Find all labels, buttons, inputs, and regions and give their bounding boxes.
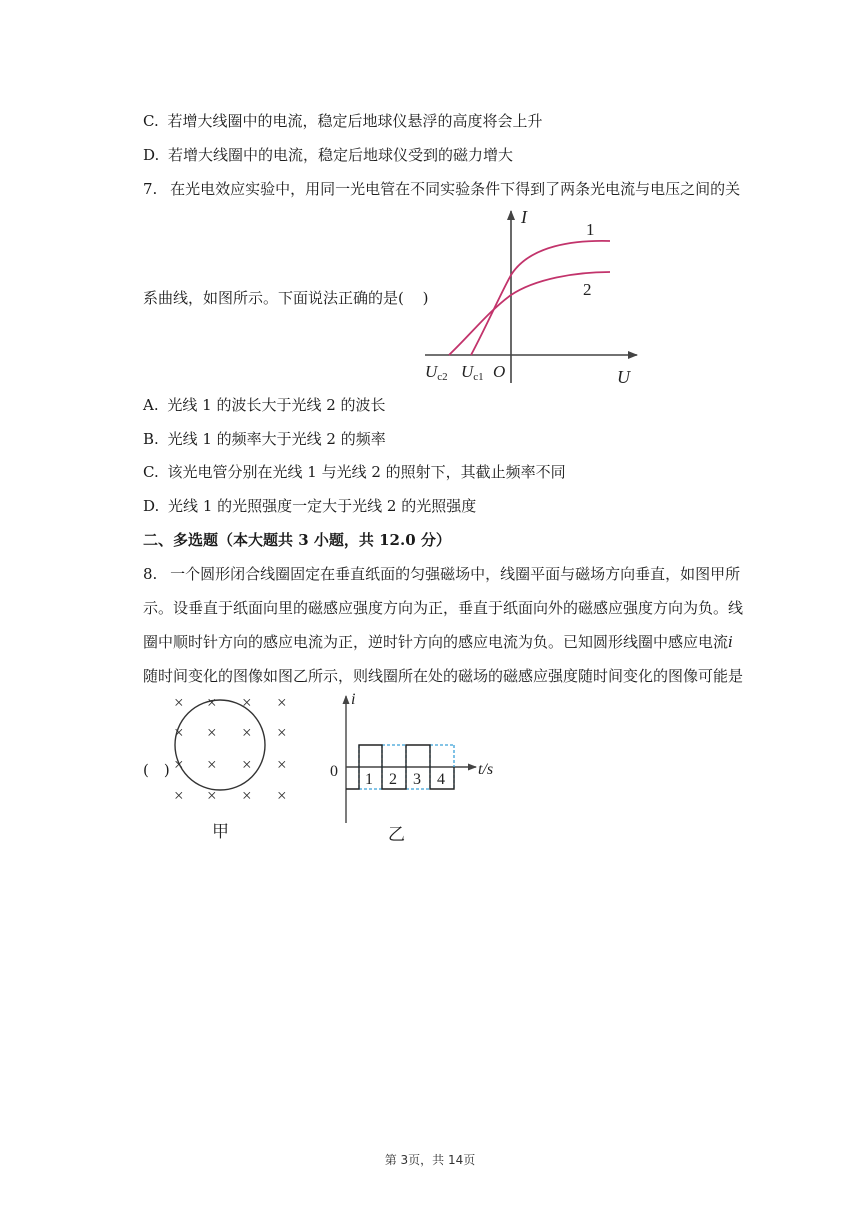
field-cross-1-0: × [174,723,184,742]
field-cross-2-2: × [242,755,252,774]
question-text: 圈中顺时针方向的感应电流为正，逆时针方向的感应电流为负。已知圆形线圈中感应电流 [143,633,729,651]
coil-circle [175,700,265,790]
origin-label: 0 [330,763,338,780]
option-label: B. [143,430,159,448]
option-text: 光线 1 的波长大于光线 2 的波长 [167,396,386,414]
field-cross-3-1: × [207,786,217,805]
origin-label: O [493,362,506,381]
question-text: 一个圆形闭合线圈固定在垂直纸面的匀强磁场中，线圈平面与磁场方向垂直，如图甲所 [170,565,741,583]
option-label: A. [143,396,159,414]
q8-stem-line1 [143,564,740,584]
tick-label-1: 1 [365,771,373,788]
q6-option-c [143,111,543,131]
field-cross-3-0: × [174,786,184,805]
q8-stem-line3 [143,632,733,652]
tick-label-4: 4 [437,771,445,788]
field-cross-1-3: × [277,723,287,742]
t-axis-label: t/s [478,761,494,778]
field-cross-1-2: × [242,723,252,742]
tick-label-3: 3 [413,771,421,788]
i-axis-label: i [351,691,356,708]
field-cross-3-2: × [242,786,252,805]
field-cross-2-0: × [174,755,184,774]
uc2-label: Uc2 [425,362,448,383]
q7-option-c [143,462,566,482]
q7-option-b [143,429,386,449]
option-text: 若增大线圈中的电流，稳定后地球仪悬浮的高度将会上升 [167,112,543,130]
page-footer: 第 3页，共 14页 [384,1153,476,1167]
option-label: C. [143,112,159,130]
curve-1-label: 1 [586,220,595,239]
figure-caption-jia: 甲 [212,822,229,841]
option-label: D. [143,146,160,164]
option-label: C. [143,463,159,481]
current-time-graph [328,690,508,845]
q7-stem-line2 [143,288,429,308]
option-text: 光线 1 的频率大于光线 2 的频率 [167,430,386,448]
field-cross-0-1: × [207,693,217,712]
field-cross-1-1: × [207,723,217,742]
field-cross-3-3: × [277,786,287,805]
option-label: D. [143,497,160,515]
option-text: 若增大线圈中的电流，稳定后地球仪受到的磁力增大 [168,146,514,164]
q8-stem-line2: 示。设垂直于纸面向里的磁感应强度方向为正，垂直于纸面向外的磁感应强度方向为负。线 [143,599,744,617]
current-variable: i [728,633,733,651]
tick-label-2: 2 [389,771,397,788]
q8-stem-line4: 随时间变化的图像如图乙所示，则线圈所在处的磁场的磁感应强度随时间变化的图像可能是 [143,667,744,685]
figure-caption-yi: 乙 [388,825,405,844]
q7-option-d [143,496,476,516]
field-cross-0-2: × [242,693,252,712]
curve-2-label: 2 [583,280,592,299]
field-cross-0-0: × [174,693,184,712]
field-cross-2-1: × [207,755,217,774]
question-number: 7. [143,180,158,198]
field-cross-0-3: × [277,693,287,712]
question-text: 在光电效应实验中，用同一光电管在不同实验条件下得到了两条光电流与电压之间的关 [170,180,741,198]
photocurrent-voltage-graph [422,205,645,385]
u-axis-label: U [617,367,630,385]
uc1-label: Uc1 [461,362,484,383]
option-text: 光线 1 的光照强度一定大于光线 2 的光照强度 [168,497,477,515]
q7-stem-line1 [143,179,740,199]
question-text: 系曲线，如图所示。下面说法正确的是( [143,289,404,307]
question-number: 8. [143,565,158,583]
i-axis-label: I [521,207,527,227]
q8-answer-blank: ( ) [143,761,170,779]
answer-blank-close: ) [422,289,429,307]
section-heading: 二、多选题（本大题共 3 小题，共 12.0 分） [143,531,451,549]
coil-in-magnetic-field-figure [160,687,300,847]
q7-option-a [143,395,386,415]
q6-option-d [143,145,513,165]
option-text: 该光电管分别在光线 1 与光线 2 的照射下，其截止频率不同 [167,463,566,481]
field-cross-2-3: × [277,755,287,774]
